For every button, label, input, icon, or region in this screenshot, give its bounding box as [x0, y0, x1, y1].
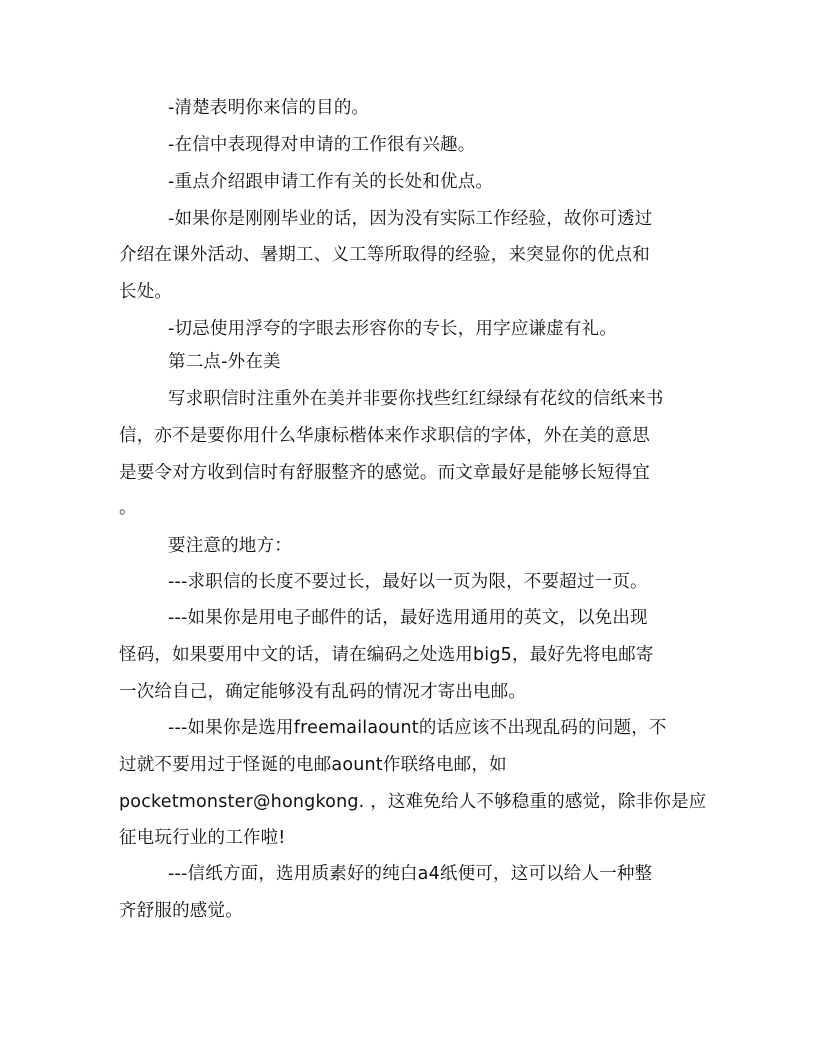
text-line: ---求职信的长度不要过长，最好以一页为限，不要超过一页。 — [168, 572, 648, 592]
text-line: 信，亦不是要你用什么华康标楷体来作求职信的字体，外在美的意思 — [119, 426, 650, 446]
text-line: 要注意的地方： — [168, 536, 292, 556]
text-line: 长处。 — [119, 282, 173, 302]
text-line: -在信中表现得对申请的工作很有兴趣。 — [168, 135, 476, 155]
text-line: -清楚表明你来信的目的。 — [168, 98, 370, 118]
text-line: 。 — [119, 498, 137, 518]
section-heading: 第二点-外在美 — [168, 352, 281, 372]
text-line: 怪码，如果要用中文的话，请在编码之处选用big5，最好先将电邮寄 — [119, 645, 654, 665]
text-line: -切忌使用浮夸的字眼去形容你的专长，用字应谦虚有礼。 — [168, 319, 618, 339]
text-line: ---如果你是用电子邮件的话，最好选用通用的英文，以免出现 — [168, 608, 648, 628]
text-line: 过就不要用过于怪诞的电邮aount作联络电邮，如 — [119, 755, 507, 775]
text-line: 征电玩行业的工作啦! — [119, 828, 286, 848]
text-line: 是要令对方收到信时有舒服整齐的感觉。而文章最好是能够长短得宜 — [119, 463, 650, 483]
text-line: 一次给自己，确定能够没有乱码的情况才寄出电邮。 — [119, 682, 527, 702]
text-line: ---如果你是选用freemailaount的话应该不出现乱码的问题，不 — [168, 718, 667, 738]
text-line: 介绍在课外活动、暑期工、义工等所取得的经验，来突显你的优点和 — [119, 245, 650, 265]
text-line: ---信纸方面，选用质素好的纯白a4纸便可，这可以给人一种整 — [168, 864, 653, 884]
text-line: 写求职信时注重外在美并非要你找些红红绿绿有花纹的信纸来书 — [168, 389, 664, 409]
text-line: -重点介绍跟申请工作有关的长处和优点。 — [168, 172, 494, 192]
text-line: 齐舒服的感觉。 — [119, 901, 243, 921]
text-line: pocketmonster@hongkong. ，这难免给人不够稳重的感觉，除非你是应 — [119, 792, 707, 812]
text-line: -如果你是刚刚毕业的话，因为没有实际工作经验，故你可透过 — [168, 209, 653, 229]
